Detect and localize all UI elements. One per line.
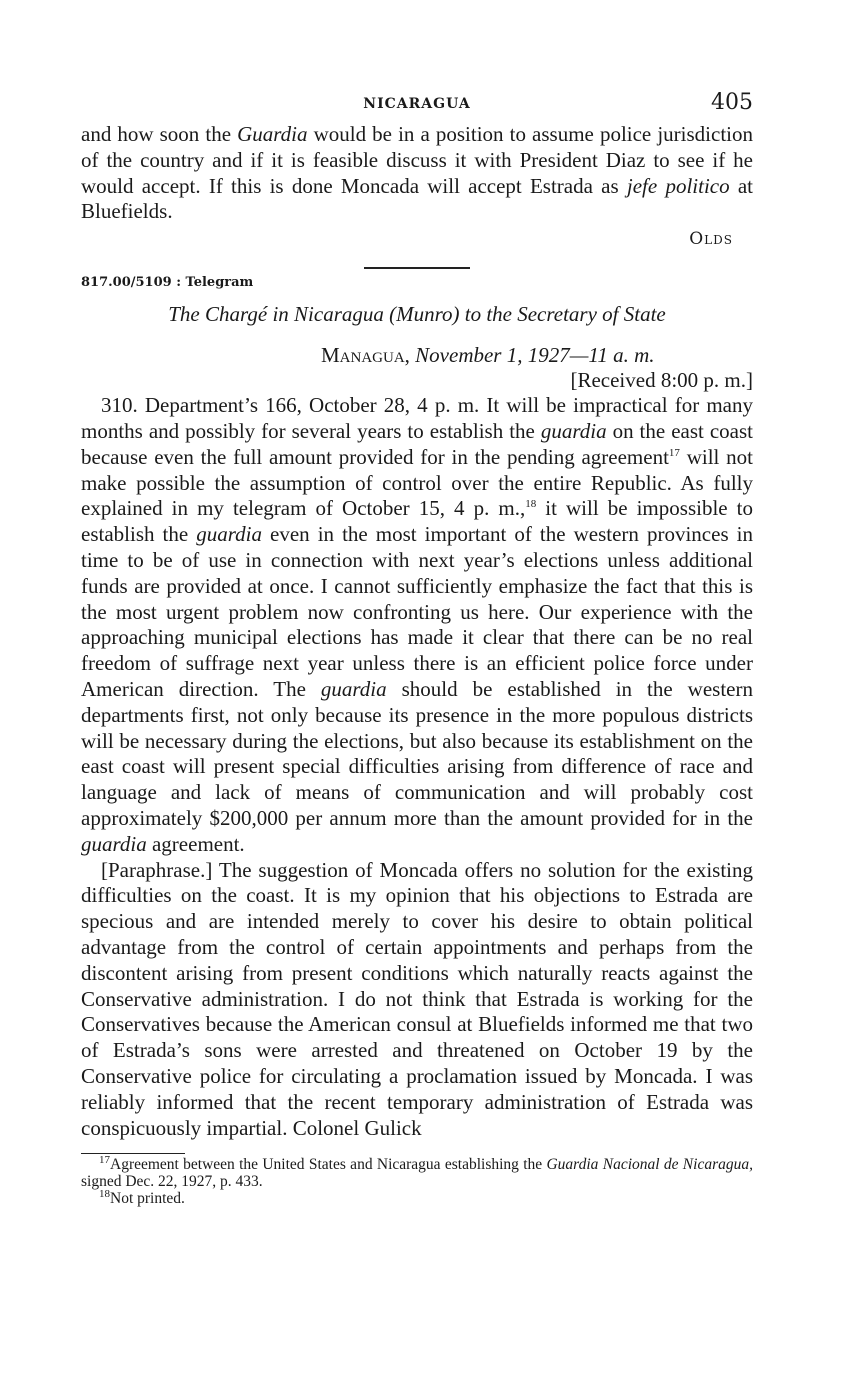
signature: Olds [689,229,733,250]
received-line: [Received 8:00 p. m.] [570,368,753,393]
paragraph-1: 310. Department’s 166, October 28, 4 p. m. It will be impractical for many months and possibly for several years to establish the guardia on the east coast because even the full amount provided for in the pending agreement$^{17}$ will not make possible the assumption of control over the entire Republic. As fully explained in my telegram of October 15, 4 p. m.,$^{18}$ it will be impossible to establish the guardia even in the most important of the western provinces in time to be of use in connection with next year’s elections unless additional funds are provided at once. I cannot sufficiently emphasize the fact that this is the most urgent problem now confronting us here. Our experience with the approaching municipal elections has made it clear that there can be no real freedom of suffrage next year unless there is an efficient police force under American direction. The guardia should be established in the western departments first, not only because its presence in the more populous districts will be necessary during the elections, but also because its establishment on the east coast will present special difficulties arising from difference of race and language and lack of means of communication and will probably cost approximately $200,000 per annum more than the amount provided for in the guardia agreement. [81,393,753,856]
page-number: 405 [711,90,753,115]
document-title: The Chargé in Nicaragua (Munro) to the Secretary of State [168,302,666,327]
continuation-paragraph: and how soon the Guardia would be in a position to assume police jurisdiction of the country and if it is feasible discuss it with President Diaz to see if he would accept. If this is done Moncada will accept Estrada as jefe politico at Bluefields. [81,122,753,224]
place-city: Managua, [321,343,410,368]
footnote-17: $^{17}$Agreement between the United States and Nicaragua establishing the Guardia Nacional de Nicaragua, signed Dec. 22, 1927, p. 433. [81,1154,753,1191]
place-date: November 1, 1927—11 a. m. [415,343,655,368]
footnote-18: $^{18}$Not printed. [99,1188,185,1208]
running-title: NICARAGUA [363,96,471,112]
telegram-body [81,393,753,1141]
section-divider [364,267,470,269]
running-header [81,88,753,122]
footnote-ref-18: 18 [525,498,537,511]
place-date-line [321,343,753,368]
footnote-rule [81,1153,185,1154]
footnotes [81,1156,753,1207]
file-reference: 817.00/5109 : Telegram [81,275,254,291]
paragraph-2: [Paraphrase.] The suggestion of Moncada offers no solution for the existing difficulties on the coast. It is my opinion that his objections to Estrada are specious and are intended merely to cover his desire to obtain political advantage from the control of certain appointments and perhaps from the discontent arising from present conditions which naturally reacts against the Conservative administration. I do not think that Estrada is working for the Conservatives because the American consul at Bluefields informed me that two of Estrada’s sons were arrested and threatened on October 19 by the Conservative police for circulating a proclamation issued by Moncada. I was reliably informed that the recent temporary administration of Estrada was conspicuously impartial. Colonel Gulick [81,857,753,1140]
document-page [81,88,753,1207]
footnote-ref-17: 17 [668,446,680,459]
